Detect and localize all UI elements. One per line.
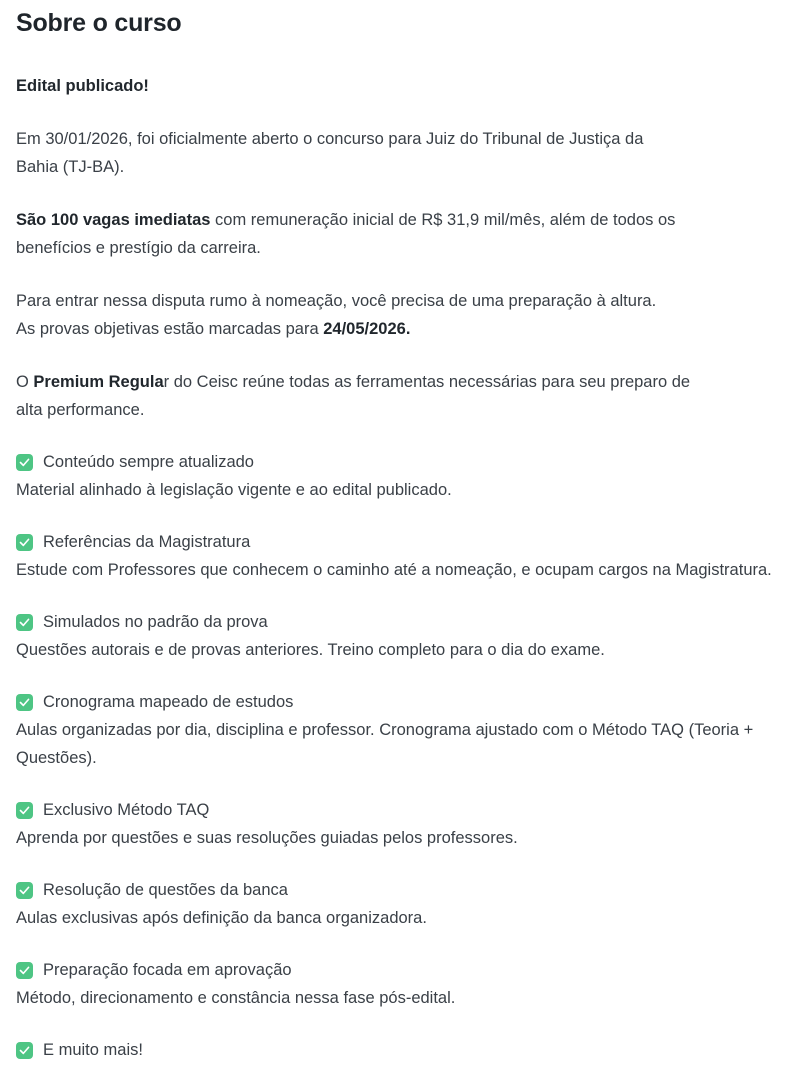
feature-description: Estude com Professores que conhecem o caminho até a nomeação, e ocupam cargos na Magistratura. <box>16 561 772 579</box>
check-icon <box>16 882 33 899</box>
feature-title-row <box>16 688 784 716</box>
feature-item-conteudo-atualizado <box>16 448 784 504</box>
feature-item-cronograma <box>16 688 784 772</box>
exam-date-bold: 24/05/2026. <box>323 320 411 338</box>
feature-list <box>16 448 784 1064</box>
feature-title: Resolução de questões da banca <box>43 881 288 899</box>
paragraph-contest-open-line2: Bahia (TJ-BA). <box>16 158 125 176</box>
feature-title-row <box>16 1036 784 1064</box>
feature-item-e-muito-mais <box>16 1036 784 1064</box>
check-icon <box>16 962 33 979</box>
check-icon <box>16 614 33 631</box>
feature-item-simulados <box>16 608 784 664</box>
feature-title: Preparação focada em aprovação <box>43 961 292 979</box>
feature-description: Aulas organizadas por dia, disciplina e professor. Cronograma ajustado com o Método TAQ (Teoria + Questões). <box>16 721 754 767</box>
feature-title: Simulados no padrão da prova <box>43 613 268 631</box>
feature-title: Exclusivo Método TAQ <box>43 801 210 819</box>
exam-date-line2-pre: As provas objetivas estão marcadas para <box>16 320 324 338</box>
feature-title-row <box>16 876 784 904</box>
feature-description: Questões autorais e de provas anteriores. Treino completo para o dia do exame. <box>16 641 605 659</box>
feature-title-row <box>16 528 784 556</box>
feature-title-row <box>16 956 784 984</box>
feature-item-metodo-taq <box>16 796 784 852</box>
feature-description: Aulas exclusivas após definição da banca organizadora. <box>16 909 427 927</box>
check-icon <box>16 534 33 551</box>
premium-rest: r do Ceisc reúne todas as ferramentas necessárias para seu preparo de <box>163 373 691 391</box>
exam-date-line1: Para entrar nessa disputa rumo à nomeação, você precisa de uma preparação à altura. <box>16 292 657 310</box>
feature-title: Referências da Magistratura <box>43 533 251 551</box>
feature-title: Cronograma mapeado de estudos <box>43 693 294 711</box>
paragraph-contest-open <box>16 125 784 181</box>
feature-title-row <box>16 796 784 824</box>
feature-title: Conteúdo sempre atualizado <box>43 453 254 471</box>
paragraph-exam-date <box>16 287 784 343</box>
check-icon <box>16 454 33 471</box>
check-icon <box>16 694 33 711</box>
premium-bold: Premium Regula <box>33 373 164 391</box>
vacancies-line2: benefícios e prestígio da carreira. <box>16 239 261 257</box>
feature-description: Método, direcionamento e constância nessa fase pós-edital. <box>16 989 456 1007</box>
feature-title-row <box>16 608 784 636</box>
page-title: Sobre o curso <box>16 9 182 37</box>
vacancies-bold: São 100 vagas imediatas <box>16 211 211 229</box>
feature-title-row <box>16 448 784 476</box>
paragraph-contest-open-line1: Em 30/01/2026, foi oficialmente aberto o concurso para Juiz do Tribunal de Justiça da <box>16 130 644 148</box>
feature-title: E muito mais! <box>43 1041 143 1059</box>
check-icon <box>16 802 33 819</box>
feature-item-referencias-magistratura <box>16 528 784 584</box>
premium-line2: alta performance. <box>16 401 145 419</box>
feature-item-questoes-banca <box>16 876 784 932</box>
check-icon <box>16 1042 33 1059</box>
edital-announcement: Edital publicado! <box>16 77 149 95</box>
feature-description: Aprenda por questões e suas resoluções guiadas pelos professores. <box>16 829 518 847</box>
vacancies-rest: com remuneração inicial de R$ 31,9 mil/mês, além de todos os <box>210 211 676 229</box>
paragraph-vacancies <box>16 206 784 262</box>
feature-item-preparacao-aprovacao <box>16 956 784 1012</box>
feature-description: Material alinhado à legislação vigente e ao edital publicado. <box>16 481 452 499</box>
premium-pre: O <box>16 373 34 391</box>
paragraph-premium-regular <box>16 368 784 424</box>
